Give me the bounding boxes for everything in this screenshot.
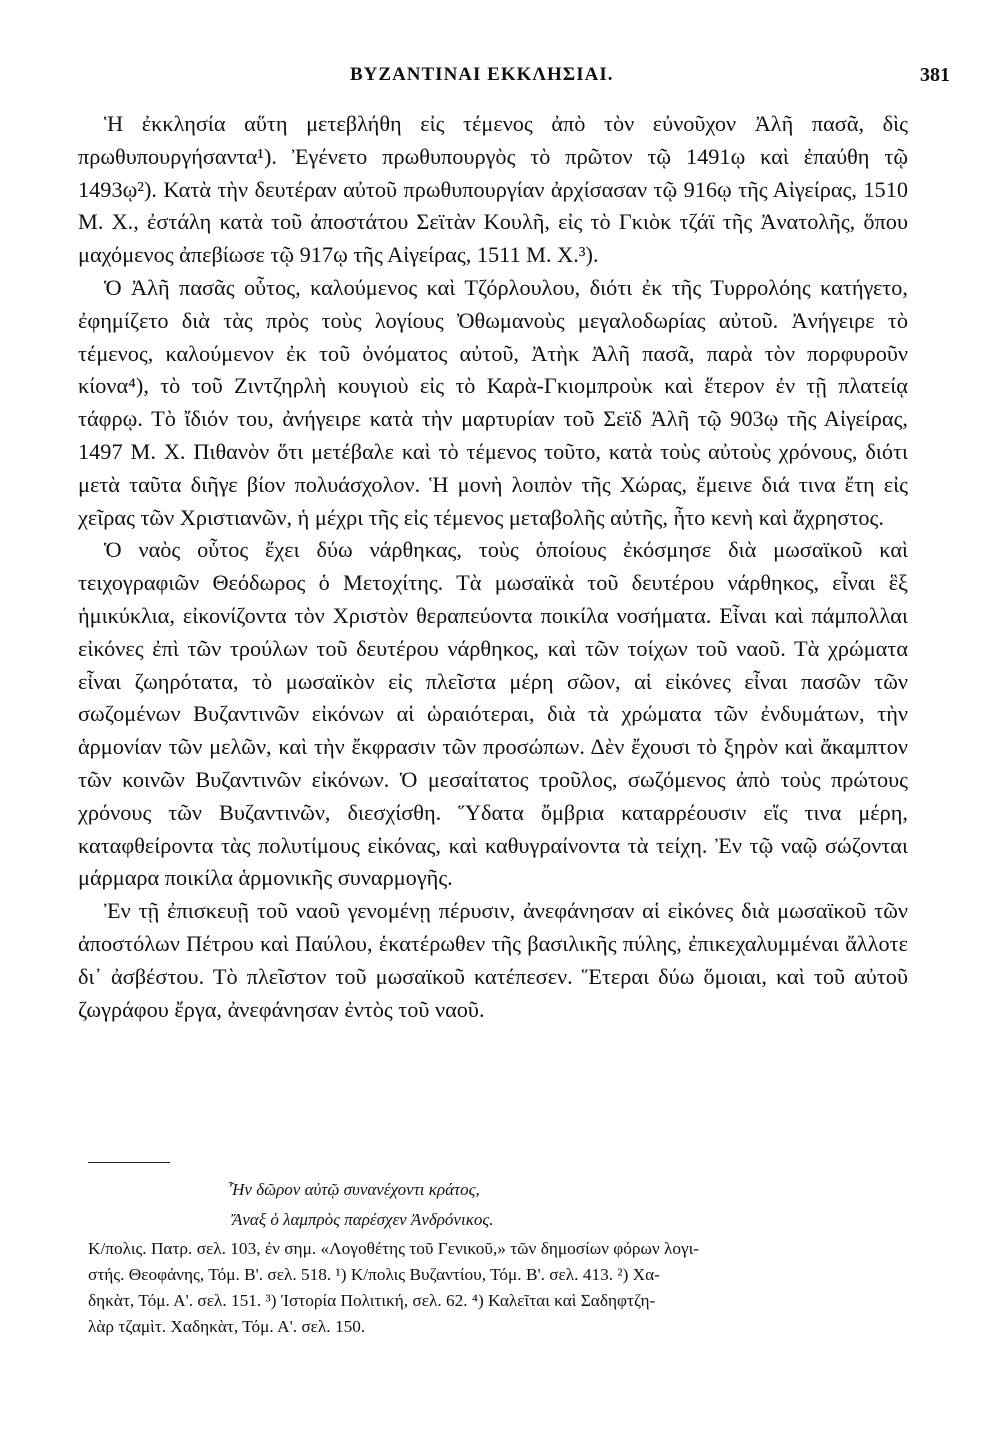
paragraph: Ὁ ναὸς οὗτος ἔχει δύω νάρθηκας, τοὺς ὁποίους ἐκόσμησε διὰ μωσαϊκοῦ καὶ τειχογραφιῶν Θεόδωρος ὁ Μετοχίτης. Τὰ μωσαϊκὰ τοῦ δευτέρου νάρθηκος, εἶναι ἓξ ἡμικύκλια, εἰκονίζοντα τὸν Χριστὸν θεραπεύοντα ποικίλα νοσήματα. Εἶναι καὶ πάμπολλαι εἰκόνες ἐπὶ τῶν τρούλων τοῦ δευτέρου νάρθηκος, καὶ τῶν τοίχων τοῦ ναοῦ. Τὰ χρώματα εἶναι ζωηρότατα, τὸ μωσαϊκὸν εἰς πλεῖστα μέρη σῶον, αἱ εἰκόνες εἶναι πασῶν τῶν σωζομένων Βυζαντινῶν εἰκόνων αἱ ὡραιότεραι, διὰ τὰ χρώματα τῶν ἐνδυμάτων, τὴν ἁρμονίαν τῶν μελῶν, καὶ τὴν ἔκφρασιν τῶν προσώπων. Δὲν ἔχουσι τὸ ξηρὸν καὶ ἄκαμπτον τῶν κοινῶν Βυζαντινῶν εἰκόνων. Ὁ μεσαίτατος τροῦλος, σωζόμενος ἀπὸ τοὺς πρώτους χρόνους τῶν Βυζαντινῶν, διεσχίσθη. Ὕδατα ὄμβρια καταρρέουσιν εἴς τινα μέρη, καταφθείροντα τὰς πολυτίμους εἰκόνας, καὶ καθυγραίνοντα τὰ τείχη. Ἐν τῷ ναῷ σώζονται μάρμαρα ποικίλα ἁρμονικῆς συναρμογῆς. [78, 537, 908, 891]
footnotes [88, 1236, 904, 1340]
verse-line: Ἄναξ ὁ λαμπρὸς παρέσχεν Ἀνδρόνικος. [232, 1210, 494, 1229]
paragraph: Ἡ ἐκκλησία αὕτη μετεβλήθη εἰς τέμενος ἀπὸ τὸν εὐνοῦχον Ἀλῆ πασᾶ, δὶς πρωθυπουργήσαντα¹). Ἐγένετο πρωθυπουργὸς τὸ πρῶτον τῷ 1491ῳ καὶ ἐπαύθη τῷ 1493ῳ²). Κατὰ τὴν δευτέραν αὐτοῦ πρωθυπουργίαν ἀρχίσασαν τῷ 916ῳ τῆς Αἰγείρας, 1510 Μ. Χ., ἐστάλη κατὰ τοῦ ἀποστάτου Σεϊτὰν Κουλῆ, εἰς τὸ Γκιὸκ τζάϊ τῆς Ἀνατολῆς, ὅπου μαχόμενος ἀπεβίωσε τῷ 917ῳ τῆς Αἰγείρας, 1511 Μ. Χ.³). [78, 111, 908, 268]
main-text [78, 108, 908, 1026]
paragraph: Ἐν τῇ ἐπισκευῇ τοῦ ναοῦ γενομένῃ πέρυσιν, ἀνεφάνησαν αἱ εἰκόνες διὰ μωσαϊκοῦ τῶν ἀποστόλων Πέτρου καὶ Παύλου, ἑκατέρωθεν τῆς βασιλικῆς πύλης, ἐπικεχαλυμμέναι ἄλλοτε δι᾽ ἀσβέστου. Τὸ πλεῖστον τοῦ μωσαϊκοῦ κατέπεσεν. Ἕτεραι δύω ὅμοιαι, καὶ τοῦ αὐτοῦ ζωγράφου ἔργα, ἀνεφάνησαν ἐντὸς τοῦ ναοῦ. [78, 898, 908, 1022]
paragraph: Ὁ Ἀλῆ πασᾶς οὗτος, καλούμενος καὶ Τζόρλουλου, διότι ἐκ τῆς Τυρρολόης κατήγετο, ἐφημίζετο διὰ τὰς πρὸς τοὺς λογίους Ὀθωμανοὺς μεγαλοδωρίας αὐτοῦ. Ἀνήγειρε τὸ τέμενος, καλούμενον ἐκ τοῦ ὀνόματος αὐτοῦ, Ἀτὴκ Ἀλῆ πασᾶ, παρὰ τὸν πορφυροῦν κίονα⁴), τὸ τοῦ Ζιντζηρλὴ κουγιοὺ εἰς τὸ Καρὰ-Γκιομπροὺκ καὶ ἕτερον ἐν τῇ πλατείᾳ τάφρῳ. Τὸ ἴδιόν του, ἀνήγειρε κατὰ τὴν μαρτυρίαν τοῦ Σεϊδ Ἀλῆ τῷ 903ῳ τῆς Αἰγείρας, 1497 Μ. Χ. Πιθανὸν ὅτι μετέβαλε καὶ τὸ τέμενος τοῦτο, κατὰ τοὺς αὐτοὺς χρόνους, διότι μετὰ ταῦτα διῆγε βίον πολυάσχολον. Ἡ μονὴ λοιπὸν τῆς Χώρας, ἔμεινε διά τινα ἔτη εἰς χεῖρας τῶν Χριστιανῶν, ἡ μέχρι τῆς εἰς τέμενος μεταβολῆς αὐτῆς, ἦτο κενὴ καὶ ἄχρηστος. [78, 274, 908, 530]
footnote-line: Κ/πολις. Πατρ. σελ. 103, ἐν σημ. «Λογοθέτης τοῦ Γενικοῦ,» τῶν δημοσίων φόρων λογι- [88, 1239, 700, 1258]
footnote-line: στής. Θεοφάνης, Τόμ. Β'. σελ. 518. ¹) Κ/πολις Βυζαντίου, Τόμ. Β'. σελ. 413. ²) Χα- [88, 1265, 660, 1284]
footnote-divider [88, 1162, 170, 1163]
footnote-line: λὰρ τζαμὶτ. Χαδηκὰτ, Τόμ. Α'. σελ. 150. [88, 1317, 366, 1336]
page-header [0, 64, 988, 94]
running-title: ΒΥΖΑΝΤΙΝΑΙ ΕΚΚΛΗΣΙΑΙ. [350, 64, 614, 85]
page-number: 381 [920, 64, 950, 86]
verse-line: Ἦν δῶρον αὐτῷ συνανέχοντι κράτος, [228, 1180, 480, 1199]
footnote-line: δηκὰτ, Τόμ. Α'. σελ. 151. ³) Ἱστορία Πολιτική, σελ. 62. ⁴) Καλεῖται καὶ Σαδηφτζη- [88, 1291, 656, 1310]
